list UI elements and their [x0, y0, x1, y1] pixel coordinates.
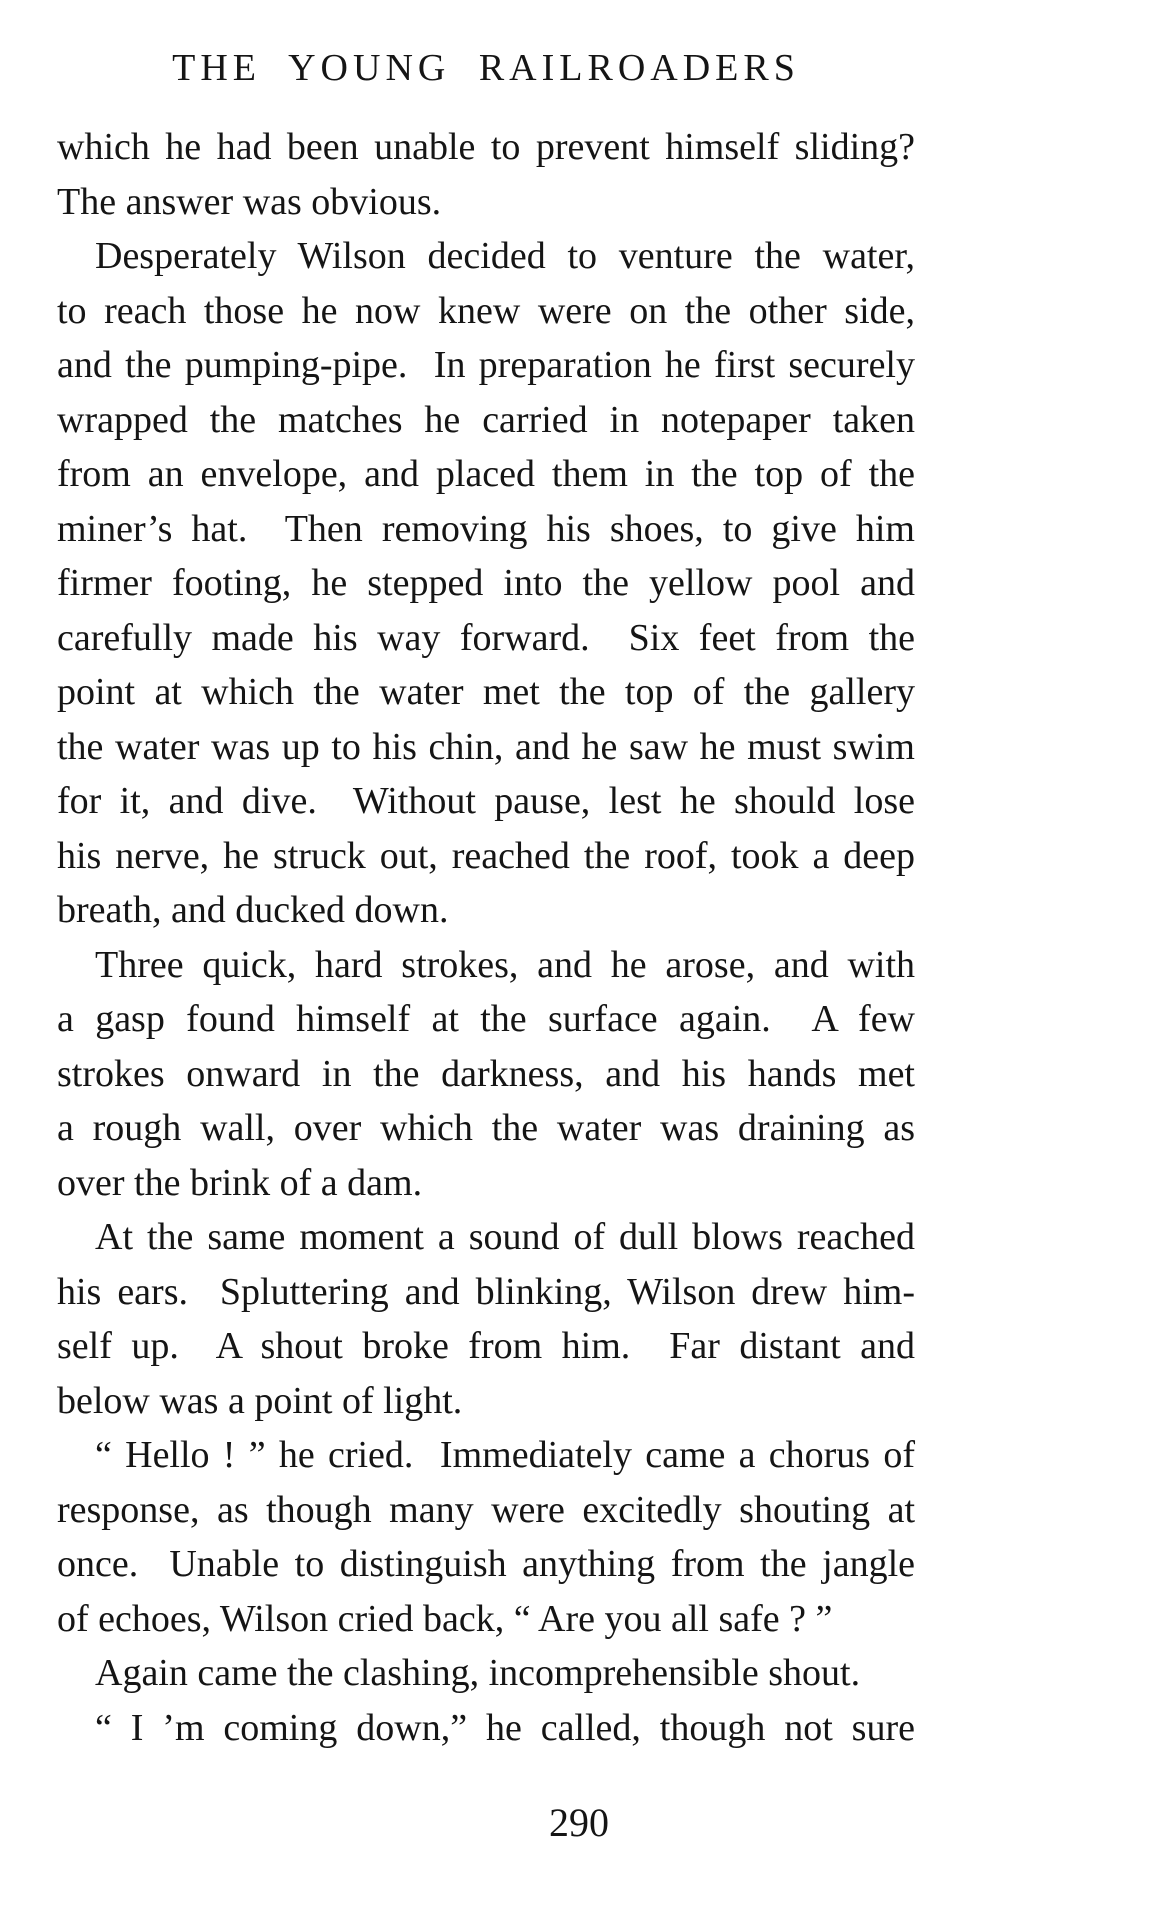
text-block	[57, 0, 915, 1755]
page-number: 290	[549, 1800, 609, 1845]
body-text	[57, 120, 915, 1755]
text-line: from an envelope, and placed them in the top of the	[57, 453, 915, 495]
text-line: and the pumping-pipe. In preparation he first securely	[57, 344, 915, 386]
text-line: point at which the water met the top of the gallery	[57, 671, 915, 713]
text-line: miner’s hat. Then removing his shoes, to give him	[57, 507, 915, 550]
text-line: Again came the clashing, incomprehensible shout.	[95, 1652, 861, 1694]
text-line: breath, and ducked down.	[57, 889, 449, 931]
text-line: below was a point of light.	[57, 1379, 463, 1422]
text-line: the water was up to his chin, and he saw he must swim	[57, 725, 915, 768]
text-line: strokes onward in the darkness, and his hands met	[57, 1052, 915, 1095]
text-line: “ Hello ! ” he cried. Immediately came a chorus of	[95, 1434, 915, 1476]
page-header	[57, 0, 915, 90]
text-line: response, as though many were excitedly shouting at	[57, 1488, 915, 1531]
text-line: to reach those he now knew were on the other side,	[57, 289, 915, 332]
text-line: carefully made his way forward. Six feet from the	[57, 616, 915, 659]
text-line: wrapped the matches he carried in notepaper taken	[57, 398, 915, 441]
text-line: for it, and dive. Without pause, lest he should lose	[57, 780, 915, 822]
text-line: once. Unable to distinguish anything from the jangle	[57, 1543, 915, 1585]
text-line: a gasp found himself at the surface again. A few	[57, 998, 915, 1040]
text-line: The answer was obvious.	[57, 180, 442, 223]
text-line: his ears. Spluttering and blinking, Wilson drew him-	[57, 1270, 915, 1313]
text-line: “ I ’m coming down,” he called, though not sure	[95, 1706, 915, 1749]
text-line: At the same moment a sound of dull blows reached	[95, 1216, 915, 1258]
text-line: of echoes, Wilson cried back, “ Are you all safe ? ”	[57, 1597, 833, 1640]
text-line: Desperately Wilson decided to venture the water,	[95, 235, 915, 277]
text-line: a rough wall, over which the water was draining as	[57, 1107, 915, 1149]
text-line: his nerve, he struck out, reached the roof, took a deep	[57, 834, 915, 877]
text-line: over the brink of a dam.	[57, 1161, 423, 1204]
text-line: Three quick, hard strokes, and he arose, and with	[95, 943, 915, 986]
text-line: which he had been unable to prevent himself sliding?	[57, 126, 915, 168]
text-line: firmer footing, he stepped into the yellow pool and	[57, 562, 915, 604]
text-line: self up. A shout broke from him. Far distant and	[57, 1325, 915, 1367]
page-footer	[0, 1799, 1158, 1846]
page-title: THE YOUNG RAILROADERS	[172, 47, 800, 89]
